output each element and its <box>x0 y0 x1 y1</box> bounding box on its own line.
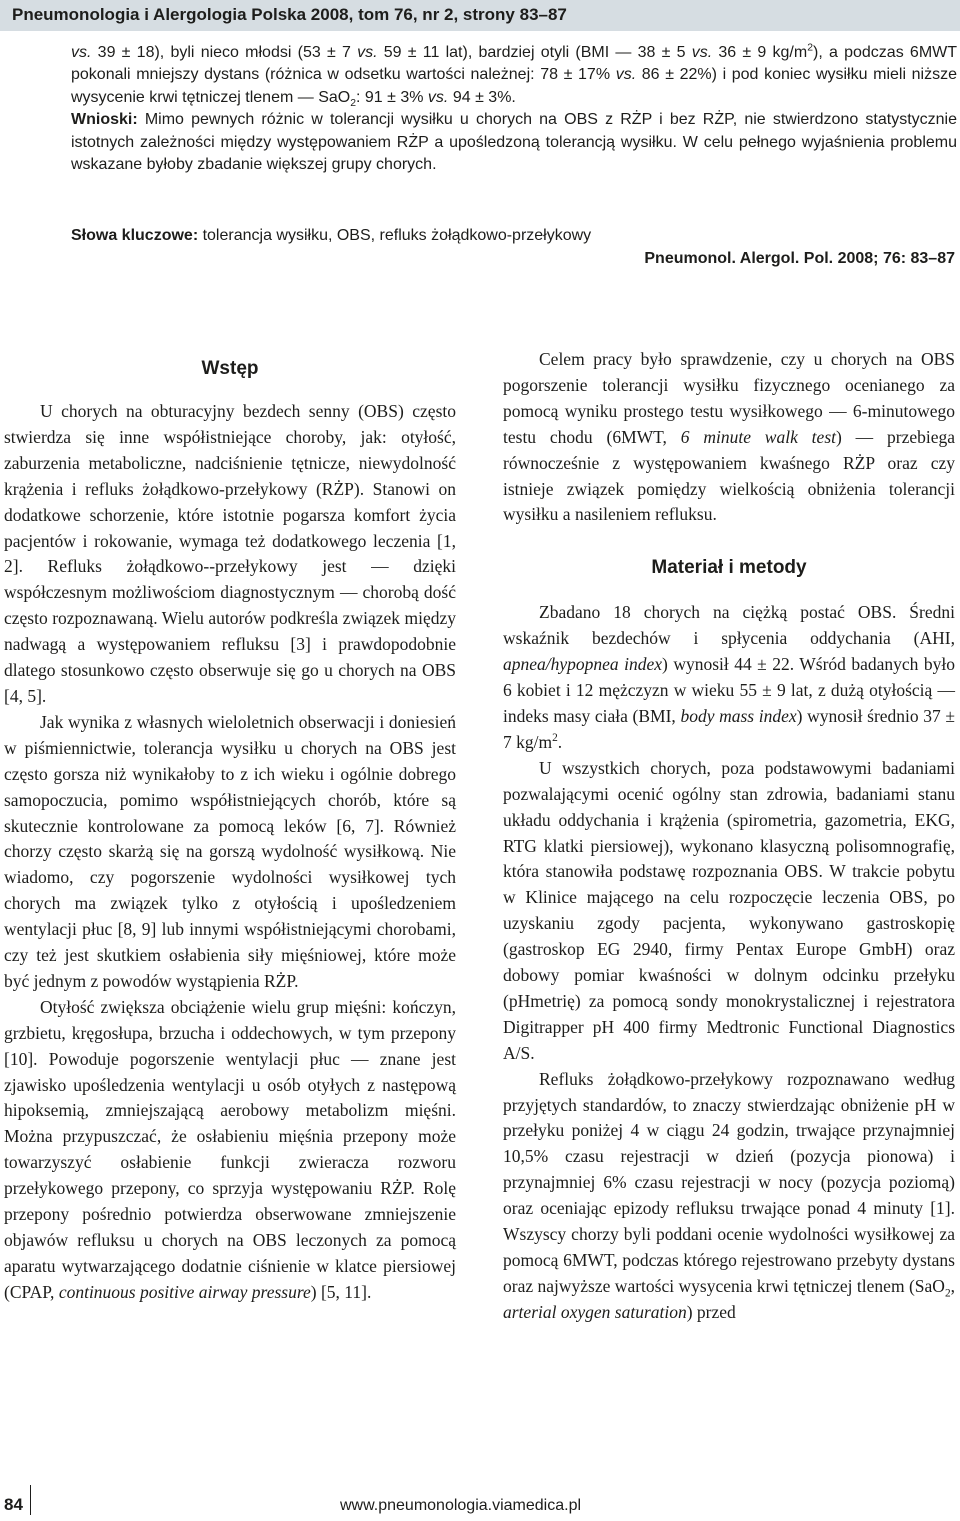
left-column <box>4 347 456 1306</box>
paragraph-text: ) przed <box>686 1301 736 1322</box>
paragraph-text: Otyłość zwiększa obciążenie wielu grup mięśni: kończyn, grzbietu, kręgosłupa, brzucha i oddechowych, w tym przepony [10]. Powoduje pogorszenie wentylacji płuc — znane jest zjawisko upośledzenia wentylacji u osób otyłych z następową hipoksemią, zmniejszającą aerobowy metabolizm mięśni. Można przypuszczać, że osłabieniu mięśnia przepony może towarzyszyć osłabienie funkcji zwieracza rozworu przełykowego przepony, co sprzyja występowaniu RŻP. Rolę przepony pośrednio potwierdza obserwowane zmniejszenie objawów refluksu u chorych na OBS leczonych za pomocą aparatu wytwarzającego dodatnie ciśnienie w klatce piersiowej (CPAP, <box>4 996 456 1302</box>
paragraph: U wszystkich chorych, poza podstawowymi badaniami pozwalającymi ocenić ogólny stan zdrowia, badaniami stanu układu oddychania i krążenia (spirometria, gazometria, EKG, RTG klatki piersiowej), wykonano klasyczną polisomnografię, która stanowiła podstawę rozpoznania OBS. W trakcie pobytu w Klinice mającego na celu rozpoczęcie leczenia OBS, po uzyskaniu zgody pacjenta, wykonywano gastroskopię (gastroskop EG 2940, firmy Pentax Europe GmbH) oraz dobowy pomiar kwaśności w dolnym odcinku przełyku (pHmetrię) za pomocą sondy monokrystalicznej i rejestratora Digitrapper pH 400 firmy Medtronic Functional Diagnostics A/S. <box>503 757 955 1063</box>
paragraph-text: ) wynosił średnio 37 ± 7 kg/m <box>503 705 956 752</box>
keywords-label: Słowa kluczowe: <box>71 227 199 244</box>
results-text: 39 ± 18), byli nieco młodsi (53 ± 7 <box>91 44 358 61</box>
paragraph-text: . <box>557 731 563 752</box>
paragraph <box>4 995 456 1306</box>
keywords-text: tolerancja wysiłku, OBS, refluks żołądkowo-przełykowy <box>198 227 592 244</box>
footer-url[interactable]: www.pneumonologia.viamedica.pl <box>340 1497 582 1514</box>
results-text: 36 ± 9 kg/m <box>712 44 808 61</box>
paragraph-text: Refluks żołądkowo-przełykowy rozpoznawano według przyjętych standardów, to znaczy stwierdzając obniżenie pH w przełyku poniżej 4 w ciągu 24 godzin, trwające przynajmniej 10,5% czasu rejestracji w dzień (pozycja pionowa) i przynajmniej 6% czasu rejestracji w nocy (pozycja poziomą) oraz oceniając epizody refluksu trwające ponad 4 minuty [1]. Wszyscy chorzy byli poddani ocenie wydolności wysiłkowej za pomocą 6MWT, podczas którego rejestrowano przebyty dystans oraz najwyższe wartości wysycenia krwi tętniczej tlenem (SaO <box>503 1068 955 1296</box>
italic-term: apnea/hypopnea index <box>503 654 663 675</box>
running-title: Pneumonologia i Alergologia Polska 2008, tom 76, nr 2, strony 83–87 <box>12 5 567 24</box>
keywords <box>71 225 957 247</box>
paragraph-text: ) [5, 11]. <box>310 1281 372 1302</box>
citation: Pneumonol. Alergol. Pol. 2008; 76: 83–87 <box>644 250 955 267</box>
abstract <box>71 42 957 176</box>
vs-italic: vs. <box>615 66 637 84</box>
superscript: 2 <box>552 732 558 745</box>
page-number: 84 <box>4 1495 23 1514</box>
paragraph: U chorych na obturacyjny bezdech senny (OBS) często stwierdza się inne współistniejące choroby, jak: otyłość, zaburzenia metaboliczne, nadciśnienie tętnicze, niewydolność krążenia i refluks żołądkowo-przełykowy (RŻP). Stanowi on dodatkowe schorzenie, które istotnie pogarsza komfort życia pacjentów i rokowanie, wymaga też dodatkowego leczenia [1, 2]. Refluks żołądkowo--przełykowy jest — dzięki współczesnym możliwościom diagnostycznym — chorobą dość często rozpoznawaną. Wielu autorów podkreśla związek między nadwagą a występowaniem refluksu [3] i prawdopodobnie dlatego stosunkowo często obserwuje się go u chorych na OBS [4, 5]. <box>4 401 456 706</box>
abstract-conclusions <box>71 109 957 176</box>
vs-italic: vs. <box>691 44 713 61</box>
italic-term: body mass index <box>680 705 797 726</box>
results-text: 59 ± 11 lat), bardziej otyli (BMI — 38 ± 5 <box>377 44 692 61</box>
italic-term: continuous positive airway pressure <box>58 1281 311 1302</box>
abstract-results-continued <box>71 42 957 109</box>
results-text: ), a podczas 6MWT pokonali mniejszy dystans (różnica w odsetku wartości należnej: 78 ± 17% <box>71 44 958 84</box>
vs-italic: vs. <box>427 88 449 106</box>
paragraph-text: ) — przebiega równocześnie z występowaniem kwaśnego RŻP oraz czy istnieje związek pomiędzy wielkością obniżenia tolerancji wysiłku a nasileniem refluksu. <box>503 426 956 525</box>
paragraph-text: ) wynosił 44 ± 22. Wśród badanych było 6 kobiet i 12 mężczyzn w wieku 55 ± 9 lat, z dużą otyłością — indeks masy ciała (BMI, <box>503 654 956 726</box>
section-heading-introduction: Wstęp <box>201 358 259 379</box>
vs-italic: vs. <box>357 44 378 61</box>
paragraph: Jak wynika z własnych wieloletnich obserwacji i doniesień w piśmiennictwie, tolerancja wysiłku u chorych na OBS jest często gorsza niż wynikałoby to z ich wieku i ogólnie dobrego samopoczucia, pomimo współistniejących chorób, które są skutecznie kontrolowane za pomocą leków [6, 7]. Również chorzy często skarżą się na gorszą wydolność wysiłkową. Nie wiadomo, czy pogorszenie wydolności wysiłkowej tych chorych ma związek tylko z otyłością i upośledzeniem wentylacji płuc [8, 9] lub innymi współistniejącymi chorobami, czy też jest skutkiem osłabienia siły mięśniowej, które może być jednym z powodów wystąpienia RŻP. <box>4 711 456 991</box>
paragraph <box>503 1067 955 1326</box>
section-heading-methods: Materiał i metody <box>651 557 807 579</box>
results-text: 94 ± 3%. <box>448 88 516 106</box>
subscript: 2 <box>350 98 356 109</box>
paragraph <box>503 347 955 528</box>
right-column <box>503 347 955 1326</box>
conclusions-label: Wnioski: <box>71 111 138 129</box>
italic-term: 6 minute walk test <box>680 426 836 447</box>
conclusions-text: Mimo pewnych różnic w tolerancji wysiłku u chorych na OBS z RŻP i bez RŻP, nie stwierdzono statystycznie istotnych zależności między występowaniem RŻP a upośledzoną tolerancją wysiłku. W celu pełnego wyjaśnienia problemu wskazane byłoby zbadanie większej grupy chorych. <box>71 111 957 174</box>
running-header <box>0 0 960 31</box>
paragraph-text: Celem pracy było sprawdzenie, czy u chorych na OBS pogorszenie tolerancji wysiłku fizycznego ocenianego za pomocą wyniku prostego testu wysiłkowego — 6-minutowego testu chodu (6MWT, <box>503 349 955 447</box>
vs-italic: vs. <box>71 44 92 61</box>
paragraph <box>503 600 955 755</box>
results-text: : 91 ± 3% <box>355 88 428 106</box>
results-text: 86 ± 22%) i pod koniec wysiłku mieli niższe wysycenie krwi tętniczej tlenem — SaO <box>71 66 957 106</box>
italic-term: arterial oxygen saturation <box>503 1301 687 1322</box>
superscript: 2 <box>807 42 813 54</box>
subscript: 2 <box>944 1287 951 1300</box>
paragraph-text: Zbadano 18 chorych na ciężką postać OBS. Średni wskaźnik bezdechów i spłycenia oddychania (AHI, <box>503 602 955 649</box>
footer-divider <box>30 1485 31 1515</box>
paragraph-text: , <box>950 1275 955 1296</box>
